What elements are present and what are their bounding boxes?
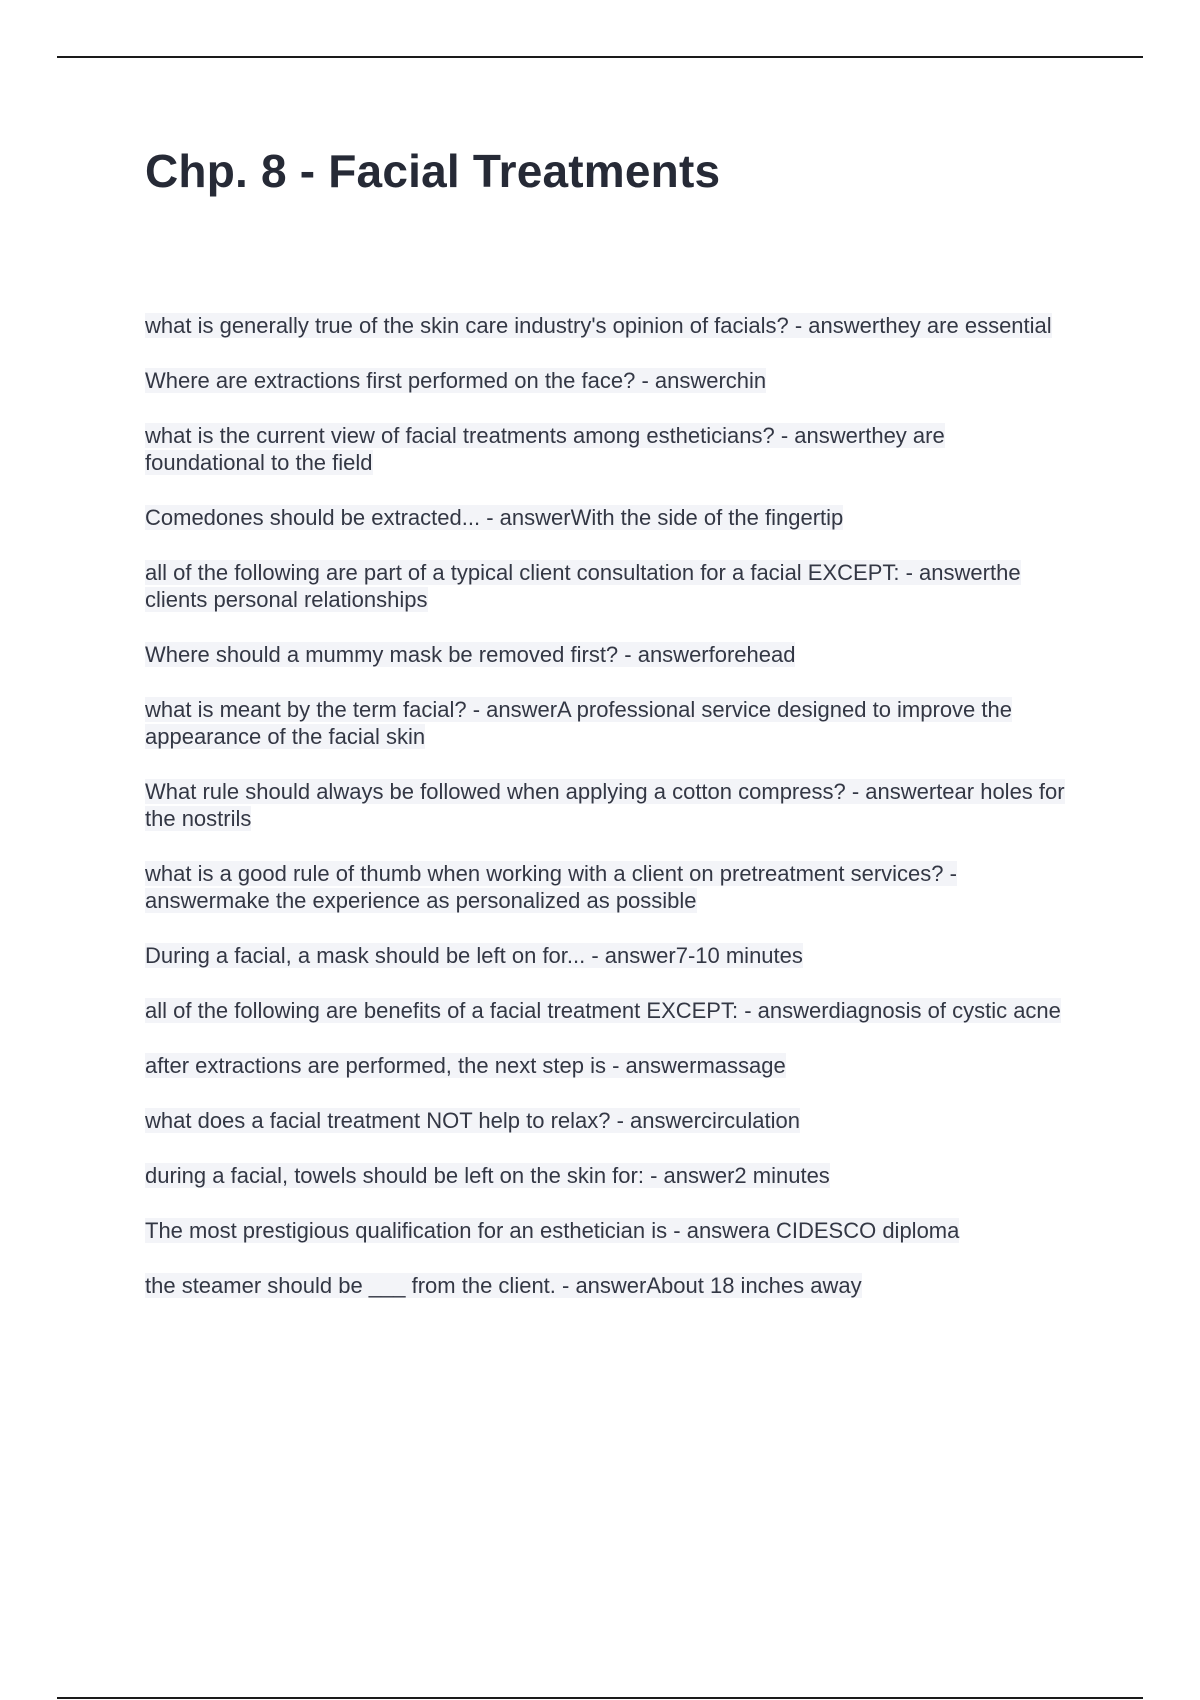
list-item bbox=[145, 942, 1065, 969]
footer-rule bbox=[57, 1697, 1143, 1699]
list-item bbox=[145, 778, 1065, 832]
list-item bbox=[145, 696, 1065, 750]
qa-text: The most prestigious qualification for an esthetician is - answera CIDESCO diploma bbox=[145, 1218, 960, 1243]
qa-text: the steamer should be ___ from the client. - answerAbout 18 inches away bbox=[145, 1273, 862, 1298]
list-item bbox=[145, 1052, 1065, 1079]
list-item bbox=[145, 559, 1065, 613]
list-item bbox=[145, 422, 1065, 476]
qa-text: what is the current view of facial treatments among estheticians? - answerthey are foundational to the field bbox=[145, 423, 945, 475]
qa-text: Comedones should be extracted... - answerWith the side of the fingertip bbox=[145, 505, 844, 530]
list-item bbox=[145, 997, 1065, 1024]
list-item bbox=[145, 1272, 1065, 1299]
qa-list bbox=[145, 312, 1065, 1327]
list-item bbox=[145, 1217, 1065, 1244]
qa-text: During a facial, a mask should be left on for... - answer7-10 minutes bbox=[145, 943, 803, 968]
qa-text: Where are extractions first performed on the face? - answerchin bbox=[145, 368, 767, 393]
list-item bbox=[145, 1107, 1065, 1134]
list-item bbox=[145, 312, 1065, 339]
qa-text: what is generally true of the skin care industry's opinion of facials? - answerthey are essential bbox=[145, 313, 1052, 338]
qa-text: Where should a mummy mask be removed first? - answerforehead bbox=[145, 642, 796, 667]
header-rule bbox=[57, 56, 1143, 58]
qa-text: What rule should always be followed when applying a cotton compress? - answertear holes for the nostrils bbox=[145, 779, 1065, 831]
qa-text: what is meant by the term facial? - answerA professional service designed to improve the appearance of the facial skin bbox=[145, 697, 1012, 749]
list-item bbox=[145, 504, 1065, 531]
list-item bbox=[145, 367, 1065, 394]
qa-text: all of the following are part of a typical client consultation for a facial EXCEPT: - answerthe clients personal relationships bbox=[145, 560, 1021, 612]
qa-text: after extractions are performed, the next step is - answermassage bbox=[145, 1053, 786, 1078]
qa-text: what is a good rule of thumb when working with a client on pretreatment services? - answermake the experience as personalized as possible bbox=[145, 861, 957, 913]
list-item bbox=[145, 860, 1065, 914]
page-title: Chp. 8 - Facial Treatments bbox=[145, 145, 721, 197]
qa-text: during a facial, towels should be left on the skin for: - answer2 minutes bbox=[145, 1163, 830, 1188]
qa-text: all of the following are benefits of a facial treatment EXCEPT: - answerdiagnosis of cystic acne bbox=[145, 998, 1061, 1023]
list-item bbox=[145, 1162, 1065, 1189]
list-item bbox=[145, 641, 1065, 668]
qa-text: what does a facial treatment NOT help to relax? - answercirculation bbox=[145, 1108, 801, 1133]
